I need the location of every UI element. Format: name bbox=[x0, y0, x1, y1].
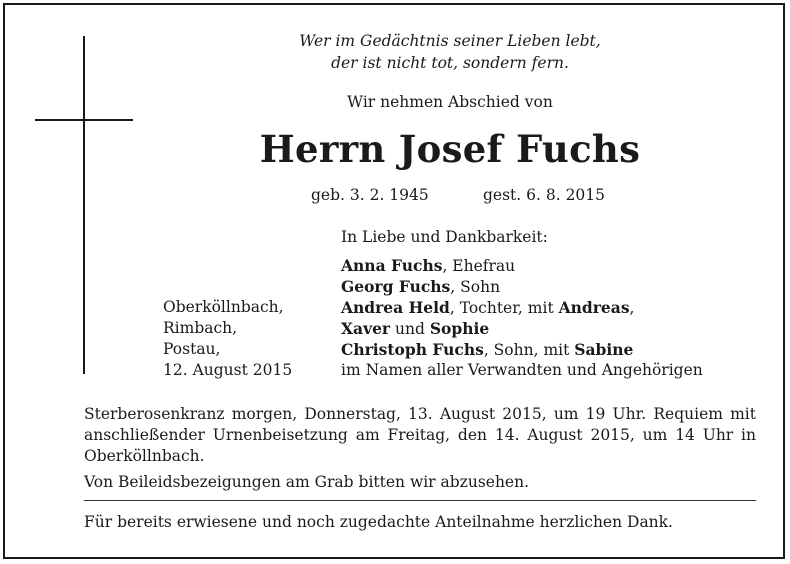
gratitude-heading: In Liebe und Dankbarkeit: bbox=[341, 228, 548, 246]
mourner-relation: , Ehefrau bbox=[442, 257, 516, 275]
cross-icon-bar bbox=[35, 119, 133, 121]
mourner-line bbox=[341, 255, 515, 277]
mourner-relation: , bbox=[629, 299, 635, 317]
condolence-notice: Von Beileidsbezeigungen am Grab bitten wir abzusehen. bbox=[84, 473, 530, 491]
mourner-name: Xaver bbox=[341, 319, 391, 338]
mourner-line bbox=[341, 360, 703, 381]
mourner-line bbox=[341, 297, 634, 319]
mourner-name: Andrea Held bbox=[341, 298, 450, 317]
mourner-line bbox=[341, 339, 633, 361]
intro-text: Wir nehmen Abschied von bbox=[347, 93, 553, 111]
mourner-relation: , Tochter, mit bbox=[449, 299, 559, 317]
cross-icon bbox=[83, 36, 85, 374]
mourner-name: Anna Fuchs bbox=[341, 256, 443, 275]
birth-date: geb. 3. 2. 1945 bbox=[311, 186, 429, 204]
funeral-notice: Sterberosenkranz morgen, Donnerstag, 13. August 2015, um 19 Uhr. Requiem mit anschließender Urnenbeisetzung am Freitag, den 14. August 2015, um 14 Uhr in Oberköllnbach. bbox=[84, 405, 756, 465]
divider bbox=[84, 500, 756, 501]
motto-line-1: Wer im Gedächtnis seiner Lieben lebt, bbox=[299, 32, 601, 50]
mourner-name: Sophie bbox=[429, 319, 490, 338]
death-date: gest. 6. 8. 2015 bbox=[483, 186, 606, 204]
motto-line-2: der ist nicht tot, sondern fern. bbox=[331, 54, 569, 72]
place-1: Oberköllnbach, bbox=[163, 298, 284, 316]
mourner-line bbox=[341, 318, 489, 340]
mourner-name: Sabine bbox=[574, 340, 634, 359]
mourner-line bbox=[341, 276, 500, 298]
mourner-relation: und bbox=[390, 320, 430, 338]
place-3: Postau, bbox=[163, 340, 221, 358]
mourner-name: Georg Fuchs bbox=[341, 277, 451, 296]
notice-date: 12. August 2015 bbox=[163, 361, 293, 379]
place-2: Rimbach, bbox=[163, 319, 238, 337]
mourner-relation: , Sohn bbox=[450, 278, 501, 296]
mourner-name: Andreas bbox=[558, 298, 630, 317]
thanks-text: Für bereits erwiesene und noch zugedachte Anteilnahme herzlichen Dank. bbox=[84, 513, 673, 531]
mourner-name: Christoph Fuchs bbox=[341, 340, 484, 359]
deceased-name: Herrn Josef Fuchs bbox=[259, 127, 641, 171]
mourner-relation: , Sohn, mit bbox=[483, 341, 575, 359]
mourner-relation: im Namen aller Verwandten und Angehörigen bbox=[341, 361, 703, 379]
